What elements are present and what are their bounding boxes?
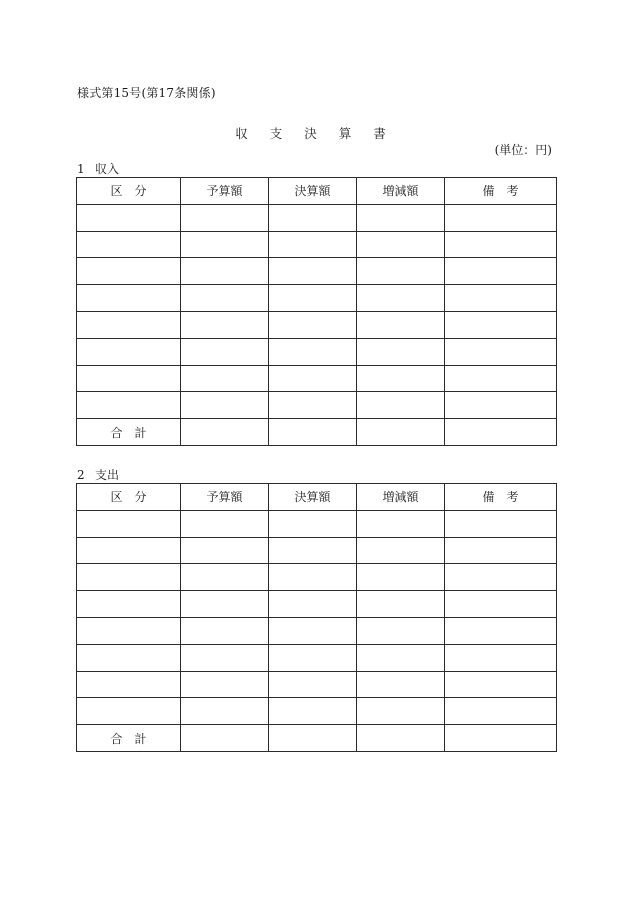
- table-cell[interactable]: [357, 204, 445, 231]
- table-cell[interactable]: [445, 231, 557, 258]
- table-cell[interactable]: [77, 338, 181, 365]
- table-cell[interactable]: [181, 591, 269, 618]
- table-cell[interactable]: [357, 419, 445, 446]
- table-cell[interactable]: [77, 698, 181, 725]
- table-cell[interactable]: [357, 338, 445, 365]
- table-cell[interactable]: [269, 591, 357, 618]
- table-cell[interactable]: [269, 419, 357, 446]
- income-section-number: 1: [77, 162, 85, 176]
- table-row: [77, 311, 557, 338]
- table-cell[interactable]: [181, 510, 269, 537]
- expense-section-title: 支出: [95, 468, 120, 482]
- table-cell[interactable]: [181, 725, 269, 752]
- table-cell[interactable]: [181, 338, 269, 365]
- table-cell[interactable]: [357, 698, 445, 725]
- form-number: 様式第15号(第17条関係): [77, 86, 216, 100]
- document-title: 収 支 決 算 書: [235, 126, 395, 141]
- table-cell[interactable]: [445, 285, 557, 312]
- table-cell[interactable]: [357, 258, 445, 285]
- table-cell[interactable]: [77, 311, 181, 338]
- table-cell[interactable]: [357, 564, 445, 591]
- table-row: [77, 698, 557, 725]
- table-cell[interactable]: [445, 725, 557, 752]
- table-cell[interactable]: [77, 392, 181, 419]
- income-section-label: [77, 160, 119, 177]
- table-cell[interactable]: [445, 698, 557, 725]
- expense-table: [76, 483, 557, 752]
- unit-label: (単位：円): [494, 143, 552, 157]
- table-cell[interactable]: [269, 537, 357, 564]
- income-col-budget: 予算額: [181, 178, 269, 205]
- table-cell[interactable]: [357, 510, 445, 537]
- income-col-category: 区 分: [77, 178, 181, 205]
- income-total-label: 合 計: [77, 419, 181, 446]
- table-cell[interactable]: [77, 258, 181, 285]
- income-col-actual: 決算額: [269, 178, 357, 205]
- table-cell[interactable]: [181, 617, 269, 644]
- table-cell[interactable]: [445, 392, 557, 419]
- table-cell[interactable]: [77, 285, 181, 312]
- table-cell[interactable]: [269, 392, 357, 419]
- table-cell[interactable]: [269, 698, 357, 725]
- table-cell[interactable]: [445, 338, 557, 365]
- table-cell[interactable]: [357, 365, 445, 392]
- table-cell[interactable]: [269, 510, 357, 537]
- table-cell[interactable]: [181, 537, 269, 564]
- expense-col-budget: 予算額: [181, 484, 269, 511]
- table-cell[interactable]: [181, 564, 269, 591]
- table-cell[interactable]: [269, 617, 357, 644]
- table-cell[interactable]: [269, 338, 357, 365]
- table-row: [77, 204, 557, 231]
- income-table: [76, 177, 557, 446]
- table-row: [77, 671, 557, 698]
- table-cell[interactable]: [77, 204, 181, 231]
- table-cell[interactable]: [269, 564, 357, 591]
- table-cell[interactable]: [269, 204, 357, 231]
- table-cell[interactable]: [445, 564, 557, 591]
- table-cell[interactable]: [269, 725, 357, 752]
- table-cell[interactable]: [445, 617, 557, 644]
- table-cell[interactable]: [269, 365, 357, 392]
- table-cell[interactable]: [445, 204, 557, 231]
- table-row: [77, 617, 557, 644]
- expense-total-row: [77, 725, 557, 752]
- table-cell[interactable]: [357, 591, 445, 618]
- table-cell[interactable]: [77, 617, 181, 644]
- income-col-difference: 増減額: [357, 178, 445, 205]
- expense-section-label: [77, 466, 119, 483]
- table-cell[interactable]: [77, 537, 181, 564]
- table-cell[interactable]: [269, 231, 357, 258]
- table-cell[interactable]: [445, 591, 557, 618]
- table-cell[interactable]: [357, 644, 445, 671]
- table-row: [77, 231, 557, 258]
- income-header-row: [77, 178, 557, 205]
- table-row: [77, 285, 557, 312]
- table-cell[interactable]: [269, 285, 357, 312]
- table-cell[interactable]: [181, 392, 269, 419]
- table-row: [77, 392, 557, 419]
- table-row: [77, 510, 557, 537]
- table-row: [77, 338, 557, 365]
- table-cell[interactable]: [445, 510, 557, 537]
- table-cell[interactable]: [181, 231, 269, 258]
- expense-col-remarks: 備 考: [445, 484, 557, 511]
- table-cell[interactable]: [269, 311, 357, 338]
- table-row: [77, 591, 557, 618]
- table-cell[interactable]: [445, 644, 557, 671]
- expense-col-actual: 決算額: [269, 484, 357, 511]
- table-cell[interactable]: [445, 671, 557, 698]
- table-cell[interactable]: [77, 510, 181, 537]
- income-col-remarks: 備 考: [445, 178, 557, 205]
- table-cell[interactable]: [77, 591, 181, 618]
- table-cell[interactable]: [269, 644, 357, 671]
- table-cell[interactable]: [357, 537, 445, 564]
- table-row: [77, 537, 557, 564]
- table-cell[interactable]: [77, 564, 181, 591]
- expense-header-row: [77, 484, 557, 511]
- table-cell[interactable]: [181, 204, 269, 231]
- table-row: [77, 258, 557, 285]
- table-cell[interactable]: [181, 419, 269, 446]
- table-cell[interactable]: [357, 231, 445, 258]
- table-cell[interactable]: [181, 311, 269, 338]
- income-total-row: [77, 419, 557, 446]
- table-cell[interactable]: [357, 392, 445, 419]
- table-cell[interactable]: [445, 258, 557, 285]
- table-cell[interactable]: [77, 644, 181, 671]
- table-row: [77, 644, 557, 671]
- table-cell[interactable]: [181, 644, 269, 671]
- table-cell[interactable]: [269, 258, 357, 285]
- table-cell[interactable]: [181, 698, 269, 725]
- table-cell[interactable]: [181, 258, 269, 285]
- table-cell[interactable]: [181, 365, 269, 392]
- table-row: [77, 365, 557, 392]
- table-cell[interactable]: [77, 671, 181, 698]
- expense-total-label: 合 計: [77, 725, 181, 752]
- table-cell[interactable]: [181, 671, 269, 698]
- table-cell[interactable]: [357, 285, 445, 312]
- expense-section-number: 2: [77, 468, 85, 482]
- table-cell[interactable]: [269, 671, 357, 698]
- expense-col-category: 区 分: [77, 484, 181, 511]
- table-cell[interactable]: [445, 311, 557, 338]
- table-row: [77, 564, 557, 591]
- table-cell[interactable]: [357, 311, 445, 338]
- table-cell[interactable]: [357, 725, 445, 752]
- table-cell[interactable]: [445, 365, 557, 392]
- table-cell[interactable]: [445, 419, 557, 446]
- table-cell[interactable]: [77, 231, 181, 258]
- table-cell[interactable]: [77, 365, 181, 392]
- income-section-title: 収入: [95, 162, 120, 176]
- expense-col-difference: 増減額: [357, 484, 445, 511]
- table-cell[interactable]: [357, 671, 445, 698]
- table-cell[interactable]: [357, 617, 445, 644]
- table-cell[interactable]: [181, 285, 269, 312]
- table-cell[interactable]: [445, 537, 557, 564]
